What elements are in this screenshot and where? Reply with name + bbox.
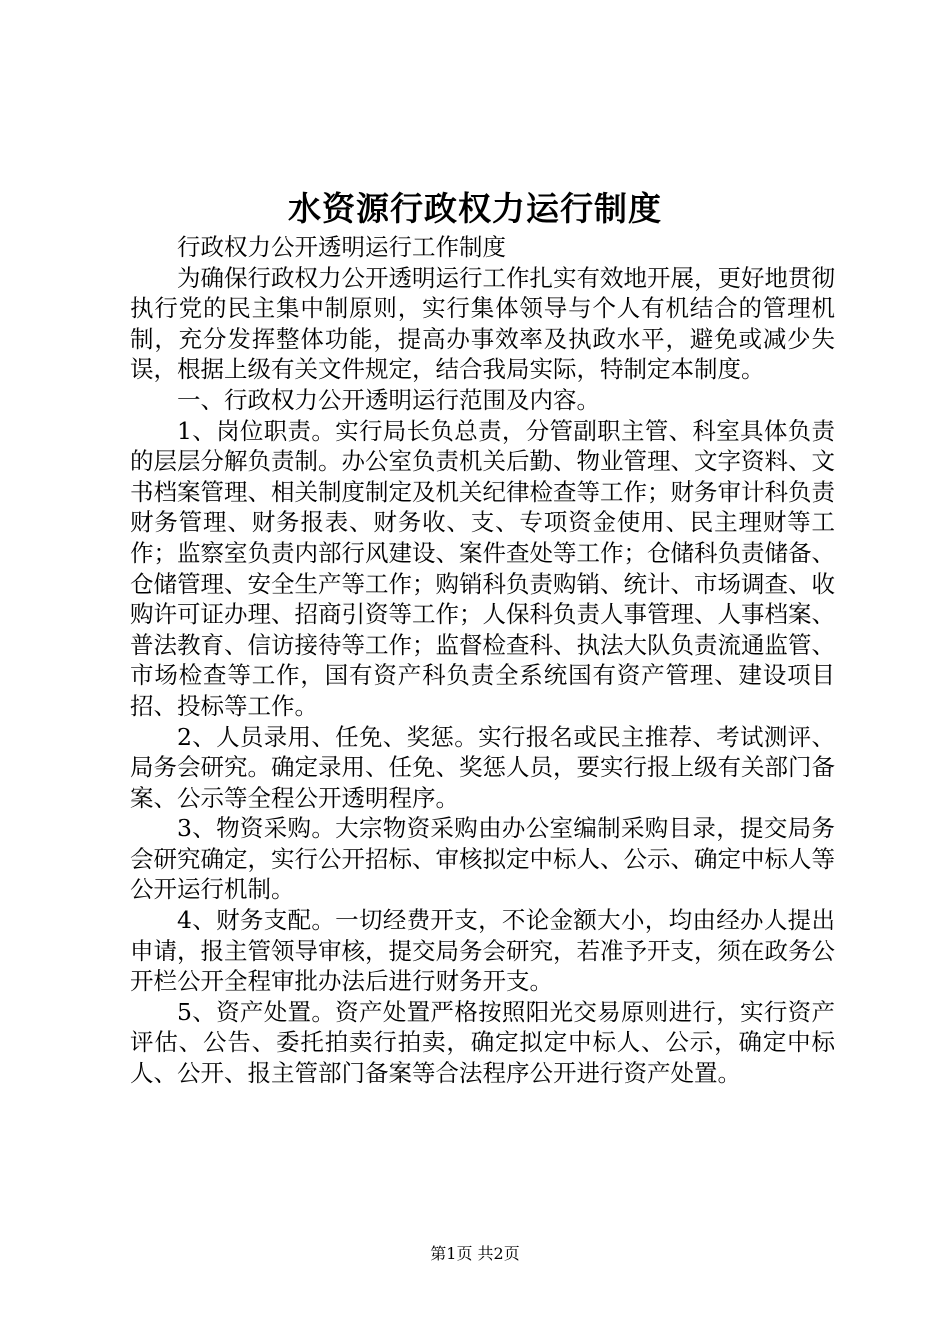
paragraph-intro: 为确保行政权力公开透明运行工作扎实有效地开展，更好地贯彻执行党的民主集中制原则，实行集体领导与个人有机结合的管理机制，充分发挥整体功能，提高办事效率及执政水平，避免或减少失误，根据上级有关文件规定，结合我局实际，特制定本制度。 xyxy=(130,263,835,384)
paragraph-item-5: 5、资产处置。资产处置严格按照阳光交易原则进行，实行资产评估、公告、委托拍卖行拍卖，确定拟定中标人、公示，确定中标人、公开、报主管部门备案等合法程序公开进行资产处置。 xyxy=(130,997,835,1088)
document-body xyxy=(130,232,835,1089)
page-number-footer: 第1页 共2页 xyxy=(430,1244,520,1263)
paragraph-item-2: 2、人员录用、任免、奖惩。实行报名或民主推荐、考试测评、局务会研究。确定录用、任免、奖惩人员，要实行报上级有关部门备案、公示等全程公开透明程序。 xyxy=(130,722,835,812)
paragraph-item-3: 3、物资采购。大宗物资采购由办公室编制采购目录，提交局务会研究确定，实行公开招标、审核拟定中标人、公示、确定中标人等公开运行机制。 xyxy=(130,814,835,904)
document-title: 水资源行政权力运行制度 xyxy=(288,189,662,228)
paragraph-subtitle: 行政权力公开透明运行工作制度 xyxy=(177,233,506,261)
paragraph-item-1: 1、岗位职责。实行局长负总责，分管副职主管、科室具体负责的层层分解负责制。办公室负责机关后勤、物业管理、文字资料、文书档案管理、相关制度制定及机关纪律检查等工作；财务审计科负责财务管理、财务报表、财务收、支、专项资金使用、民主理财等工作；监察室负责内部行风建设、案件查处等工作；仓储科负责储备、仓储管理、安全生产等工作；购销科负责购销、统计、市场调查、收购许可证办理、招商引资等工作；人保科负责人事管理、人事档案、普法教育、信访接待等工作；监督检查科、执法大队负责流通监管、市场检查等工作，国有资产科负责全系统国有资产管理、建设项目招、投标等工作。 xyxy=(130,416,835,720)
paragraph-section-heading: 一、行政权力公开透明运行范围及内容。 xyxy=(177,385,600,414)
paragraph-item-4: 4、财务支配。一切经费开支，不论金额大小，均由经办人提出申请，报主管领导审核，提交局务会研究，若准予开支，须在政务公开栏公开全程审批办法后进行财务开支。 xyxy=(130,906,835,996)
